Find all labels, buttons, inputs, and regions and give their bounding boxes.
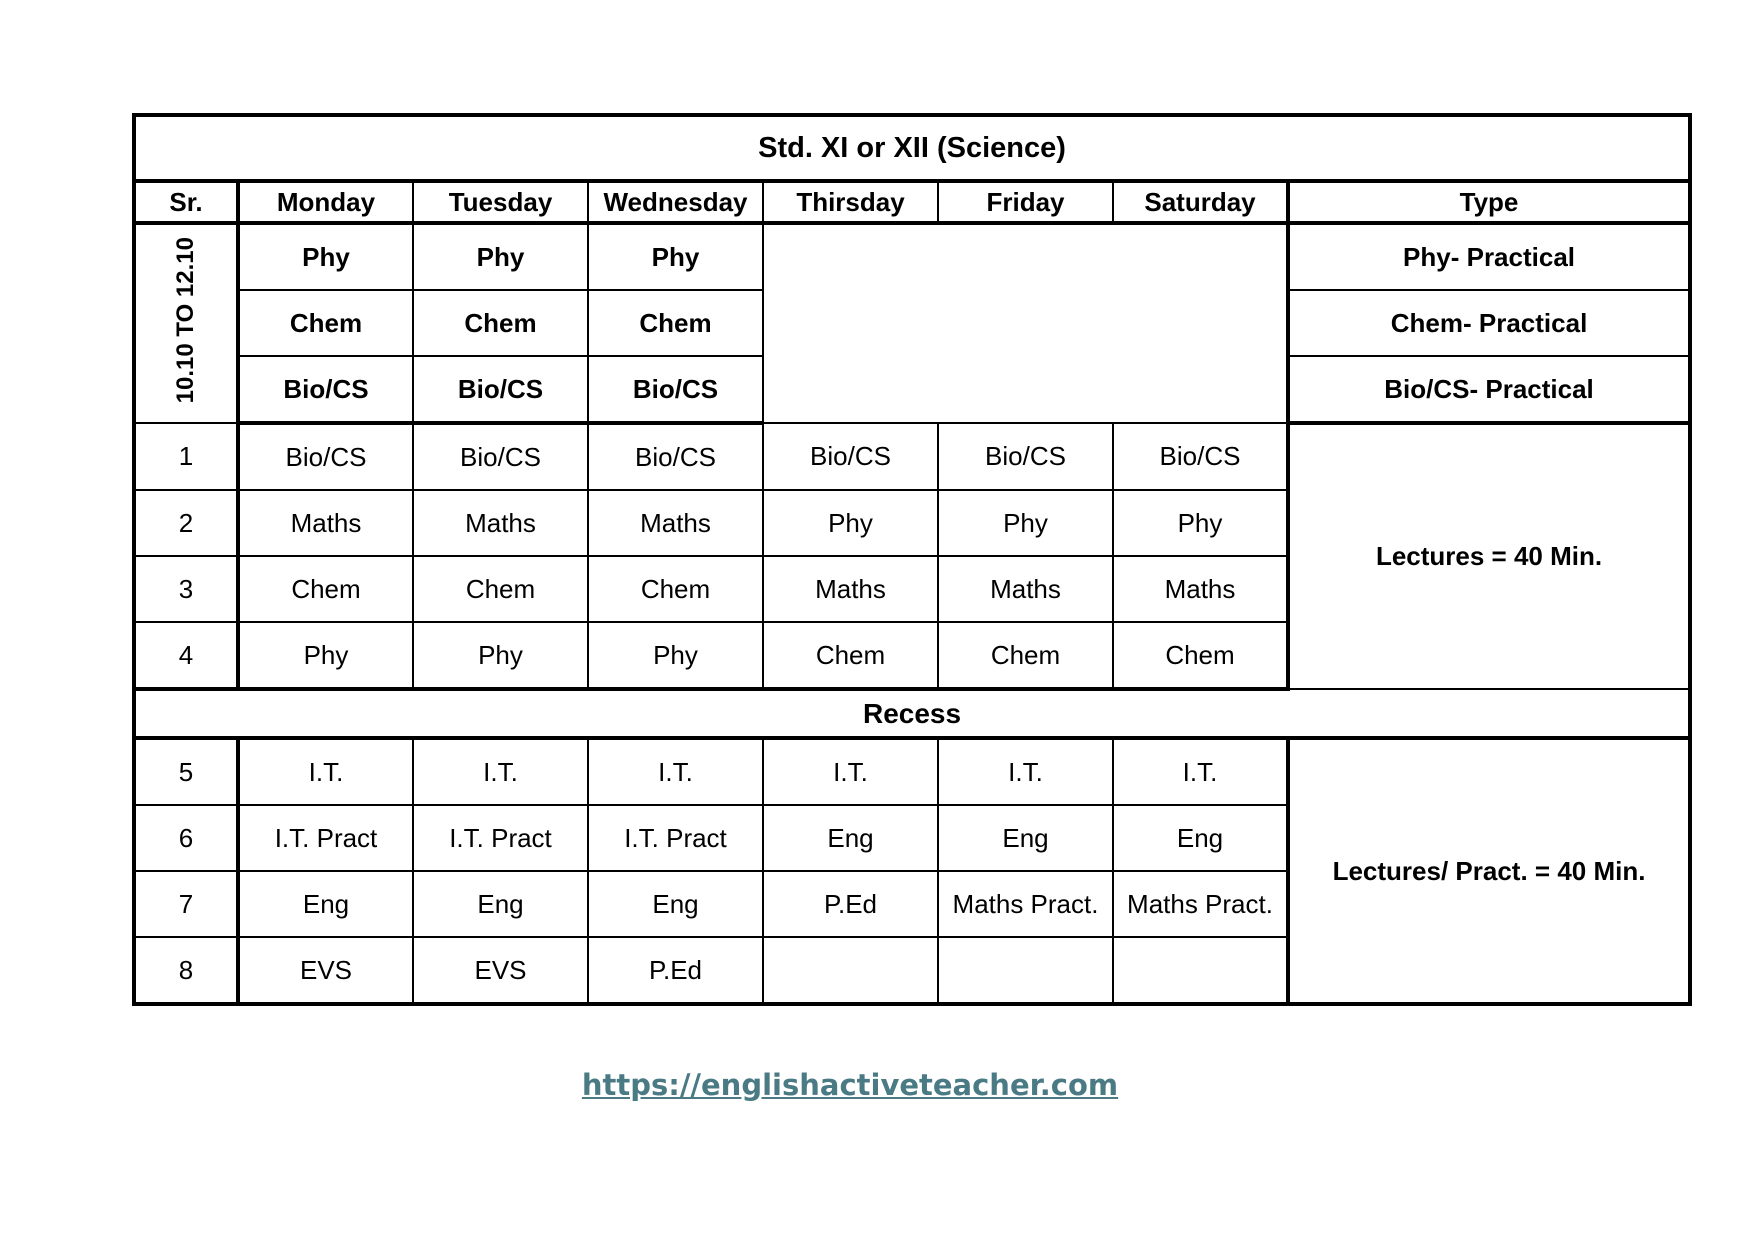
recess-label: Recess [134,689,1690,738]
sr-number: 5 [134,738,238,805]
lecture-cell: Phy [413,622,588,689]
recess-row [134,689,1690,738]
timetable-title: Std. XI or XII (Science) [134,115,1690,181]
lecture-cell: Chem [238,556,413,622]
header-type: Type [1288,181,1690,223]
lecture-cell: Chem [938,622,1113,689]
header-row [134,181,1690,223]
lecture-cell: Bio/CS [588,423,763,490]
lecture-cell: EVS [413,937,588,1004]
timetable [132,113,1692,1006]
practical-cell: Chem [238,290,413,356]
lecture-cell: I.T. Pract [413,805,588,871]
lecture-cell: Maths Pract. [1113,871,1288,937]
lecture-cell [938,937,1113,1004]
lecture-cell: Bio/CS [238,423,413,490]
lecture-cell: Chem [1113,622,1288,689]
lecture-cell: I.T. [763,738,938,805]
lecture-duration-note: Lectures = 40 Min. [1288,423,1690,689]
lecture-cell: I.T. [238,738,413,805]
practical-duration-note: Lectures/ Pract. = 40 Min. [1288,738,1690,1004]
lecture-cell: Maths [1113,556,1288,622]
lecture-cell: Eng [1113,805,1288,871]
lecture-row [134,423,1690,490]
lecture-cell: Eng [413,871,588,937]
lecture-cell: Bio/CS [938,423,1113,490]
lecture-cell: Eng [238,871,413,937]
lecture-cell: Chem [763,622,938,689]
practical-cell: Phy [238,223,413,290]
lecture-cell: Chem [413,556,588,622]
header-day-monday: Monday [238,181,413,223]
sr-number: 3 [134,556,238,622]
sr-number: 1 [134,423,238,490]
header-day-saturday: Saturday [1113,181,1288,223]
practical-cell: Chem [588,290,763,356]
practical-cell: Bio/CS [238,356,413,423]
lecture-cell: I.T. Pract [588,805,763,871]
lecture-cell: Phy [238,622,413,689]
practical-cell: Chem [413,290,588,356]
lecture-cell: Eng [763,805,938,871]
lecture-cell: Maths [588,490,763,556]
lecture-cell: Maths [763,556,938,622]
header-day-thursday: Thirsday [763,181,938,223]
lecture-cell: Bio/CS [1113,423,1288,490]
sr-number: 2 [134,490,238,556]
practical-type-cell: Chem- Practical [1288,290,1690,356]
lecture-cell: I.T. [1113,738,1288,805]
lecture-cell: P.Ed [588,937,763,1004]
lecture-cell: Eng [938,805,1113,871]
lecture-cell: Phy [1113,490,1288,556]
title-row [134,115,1690,181]
header-day-wednesday: Wednesday [588,181,763,223]
lecture-row [134,738,1690,805]
practical-time-cell [134,223,238,423]
sr-number: 6 [134,805,238,871]
sr-number: 8 [134,937,238,1004]
header-day-tuesday: Tuesday [413,181,588,223]
lecture-cell: Phy [938,490,1113,556]
practical-time-label: 10.10 TO 12.10 [172,236,199,404]
lecture-cell: P.Ed [763,871,938,937]
lecture-cell [763,937,938,1004]
lecture-cell: Phy [588,622,763,689]
lecture-cell: I.T. [413,738,588,805]
lecture-cell: Eng [588,871,763,937]
practical-cell: Phy [588,223,763,290]
header-day-friday: Friday [938,181,1113,223]
sr-number: 4 [134,622,238,689]
header-sr: Sr. [134,181,238,223]
practical-cell: Phy [413,223,588,290]
practical-row [134,223,1690,290]
lecture-cell: I.T. Pract [238,805,413,871]
lecture-cell: Chem [588,556,763,622]
practical-cell: Bio/CS [588,356,763,423]
lecture-cell [1113,937,1288,1004]
lecture-cell: Bio/CS [413,423,588,490]
practical-type-cell: Bio/CS- Practical [1288,356,1690,423]
lecture-cell: I.T. [588,738,763,805]
practical-empty-block [763,223,1288,423]
website-link[interactable]: https://englishactiveteacher.com [581,1068,1119,1102]
practical-type-cell: Phy- Practical [1288,223,1690,290]
lecture-cell: Maths [938,556,1113,622]
lecture-cell: Maths Pract. [938,871,1113,937]
lecture-cell: Maths [413,490,588,556]
practical-cell: Bio/CS [413,356,588,423]
lecture-cell: Phy [763,490,938,556]
lecture-cell: Bio/CS [763,423,938,490]
lecture-cell: Maths [238,490,413,556]
lecture-cell: I.T. [938,738,1113,805]
sr-number: 7 [134,871,238,937]
lecture-cell: EVS [238,937,413,1004]
